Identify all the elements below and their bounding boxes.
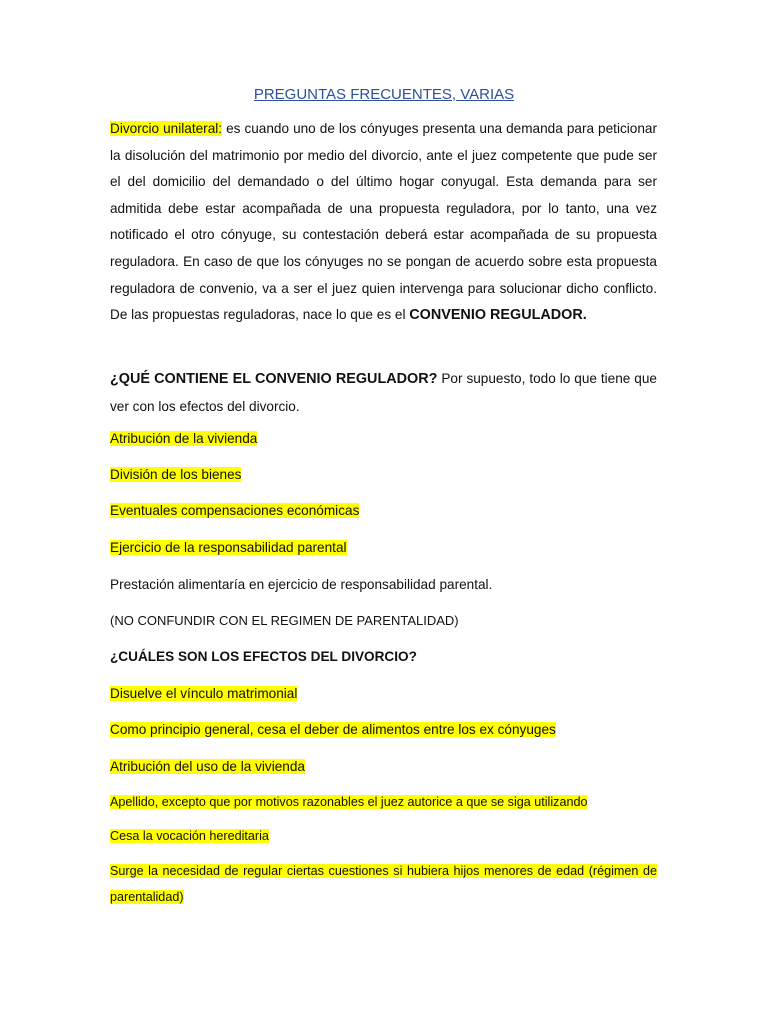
note-text: (NO CONFUNDIR CON EL REGIMEN DE PARENTALIDAD)	[110, 613, 459, 628]
term-divorcio-unilateral: Divorcio unilateral:	[110, 121, 223, 136]
list-item: Ejercicio de la responsabilidad parental	[110, 540, 347, 555]
question-convenio-heading: ¿QUÉ CONTIENE EL CONVENIO REGULADOR?	[110, 371, 438, 387]
intro-paragraph	[110, 116, 657, 329]
list-item: División de los bienes	[110, 467, 242, 482]
list-item: Surge la necesidad de regular ciertas cuestiones si hubiera hijos menores de edad (régimen de parentalidad)	[110, 864, 657, 904]
convenio-regulador-label: CONVENIO REGULADOR.	[409, 307, 587, 324]
page-title: PREGUNTAS FRECUENTES, VARIAS	[253, 86, 515, 103]
list-item: Como principio general, cesa el deber de alimentos entre los ex cónyuges	[110, 722, 556, 737]
list-item: Cesa la vocación hereditaria	[110, 829, 269, 843]
list-item: Disuelve el vínculo matrimonial	[110, 686, 298, 701]
list-item: Atribución de la vivienda	[110, 431, 258, 446]
list-item: Atribución del uso de la vivienda	[110, 759, 305, 774]
question-efectos-heading: ¿CUÁLES SON LOS EFECTOS DEL DIVORCIO?	[110, 649, 417, 664]
list-item: Apellido, excepto que por motivos razonables el juez autorice a que se siga utilizando	[110, 795, 588, 809]
list-item: Eventuales compensaciones económicas	[110, 503, 360, 518]
plain-item: Prestación alimentaría en ejercicio de responsabilidad parental.	[110, 577, 493, 592]
question-convenio	[110, 365, 657, 420]
question-convenio-answer: Por supuesto, todo lo que tiene que ver con los efectos del divorcio.	[110, 371, 657, 414]
intro-text: es cuando uno de los cónyuges presenta una demanda para peticionar la disolución del matrimonio por medio del divorcio, ante el juez competente que pude ser el del domicilio del demandado o del último hogar conyugal. Esta demanda para ser admitida debe estar acompañada de una propuesta reguladora, por lo tanto, una vez notificado el otro cónyuge, su contestación deberá estar acompañada de su propuesta reguladora. En caso de que los cónyuges no se pongan de acuerdo sobre esta propuesta reguladora de convenio, va a ser el juez quien intervenga para solucionar dicho conflicto. De las propuestas reguladoras, nace lo que es el	[110, 121, 657, 323]
